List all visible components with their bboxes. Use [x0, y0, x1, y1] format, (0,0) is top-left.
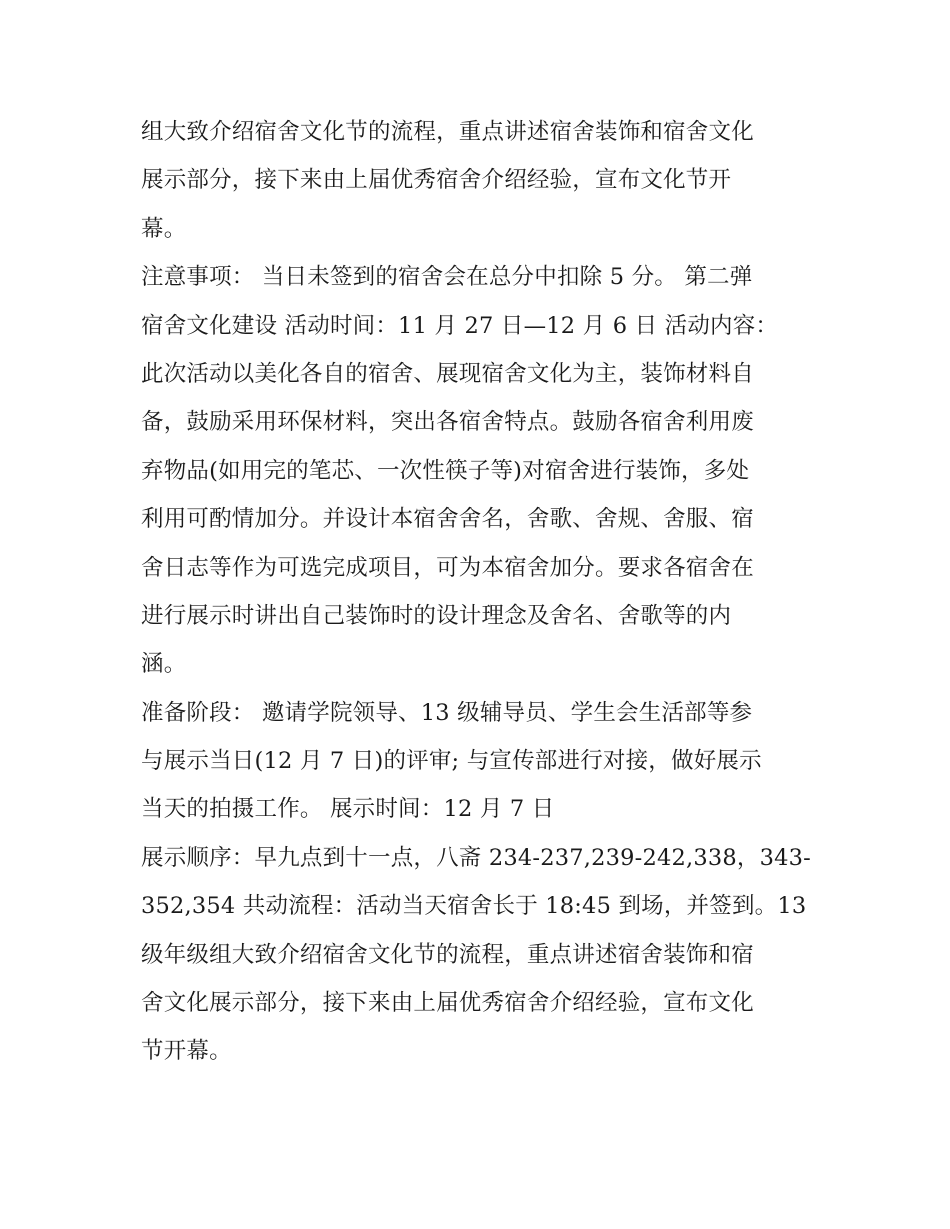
text-line: 宿舍文化建设 活动时间：11 月 27 日—12 月 6 日 活动内容：: [141, 312, 779, 339]
text-line: 准备阶段： 邀请学院领导、13 级辅导员、学生会生活部等参: [141, 699, 753, 726]
text-line: 涵。: [141, 651, 187, 678]
text-line: 352,354 共动流程：活动当天宿舍长于 18:45 到场，并签到。13: [141, 893, 807, 920]
text-line: 展示部分，接下来由上届优秀宿舍介绍经验，宣布文化节开: [141, 167, 732, 194]
text-line: 与展示当日(12 月 7 日)的评审; 与宣传部进行对接，做好展示: [141, 748, 762, 775]
text-line: 展示顺序：早九点到十一点，八斋 234-237,239-242,338，343-: [141, 844, 811, 871]
text-line: 舍文化展示部分，接下来由上届优秀宿舍介绍经验，宣布文化: [141, 990, 754, 1017]
text-line: 此次活动以美化各自的宿舍、展现宿舍文化为主，装饰材料自: [141, 360, 754, 387]
text-line: 注意事项： 当日未签到的宿舍会在总分中扣除 5 分。 第二弹: [141, 264, 753, 291]
text-line: 进行展示时讲出自己装饰时的设计理念及舍名、舍歌等的内: [141, 602, 732, 629]
text-line: 节开幕。: [141, 1038, 232, 1065]
text-line: 组大致介绍宿舍文化节的流程，重点讲述宿舍装饰和宿舍文化: [141, 119, 754, 145]
text-line: 幕。: [141, 215, 187, 242]
text-line: 利用可酌情加分。并设计本宿舍舍名，舍歌、舍规、舍服、宿: [141, 506, 754, 533]
text-line: 当天的拍摄工作。 展示时间：12 月 7 日: [141, 796, 555, 823]
text-line: 级年级组大致介绍宿舍文化节的流程，重点讲述宿舍装饰和宿: [141, 941, 754, 968]
text-line: 舍日志等作为可选完成项目，可为本宿舍加分。要求各宿舍在: [141, 554, 754, 581]
text-line: 弃物品(如用完的笔芯、一次性筷子等)对宿舍进行装饰，多处: [141, 457, 750, 484]
document-body: [141, 108, 813, 1076]
text-line: 备，鼓励采用环保材料，突出各宿舍特点。鼓励各宿舍利用废: [141, 409, 754, 436]
